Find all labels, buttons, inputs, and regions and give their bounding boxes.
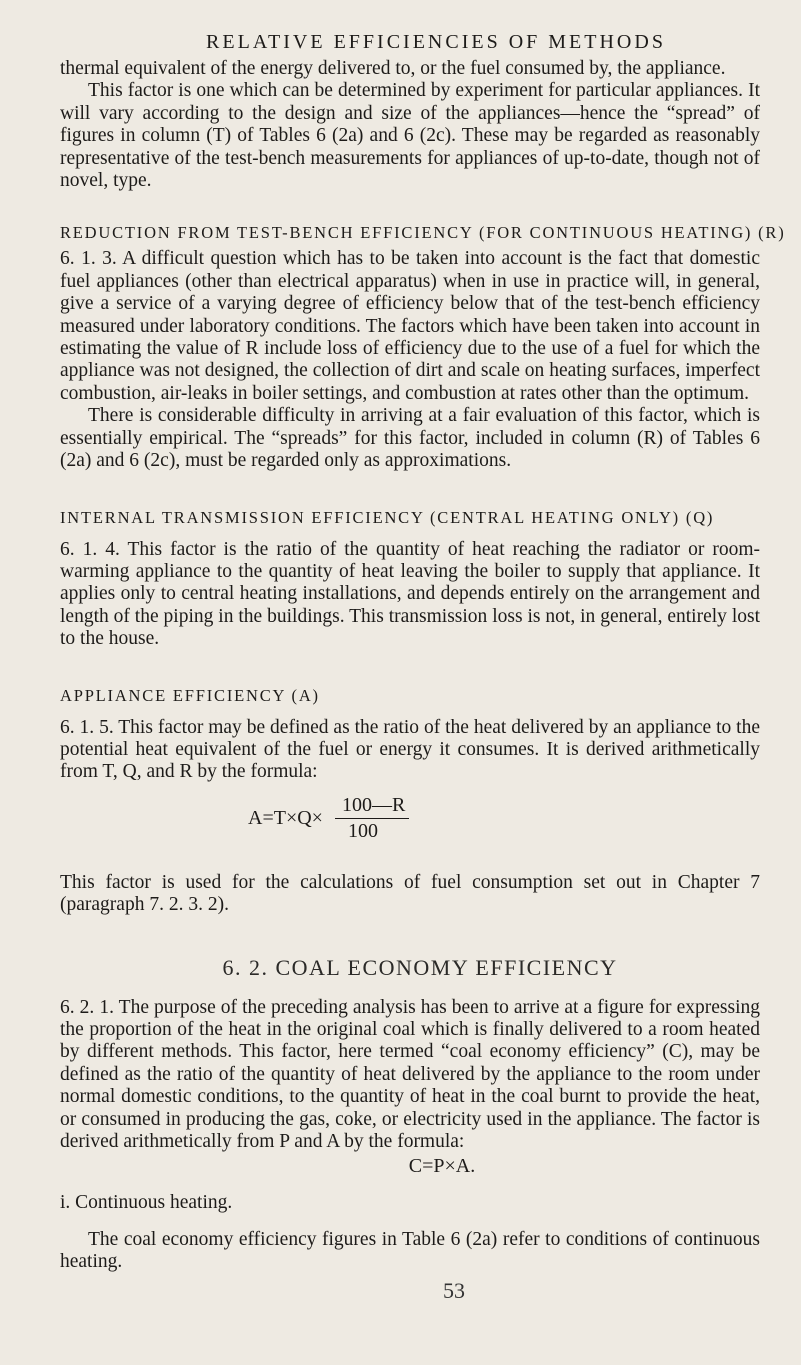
formula-a (60, 794, 760, 842)
formula-a-lhs: A=T×Q× (248, 806, 323, 829)
intro-paragraph-2: This factor is one which can be determined by experiment for particular appliances. It will vary according to the design and size of the appliances—hence the “spread” of figures in column (T) of Tables 6 (2a) and 6 (2c). These may be regarded as reasonably representative of the test-bench measurements for appliances of up-to-date, though not of novel, type. (60, 80, 760, 192)
fraction-bar (335, 818, 409, 819)
list-item-continuous-heating: i. Continuous heating. (60, 1192, 233, 1214)
document-page (60, 30, 786, 1304)
section-heading-r: REDUCTION FROM TEST-BENCH EFFICIENCY (FOR CONTINUOUS HEATING) (R) (60, 223, 786, 243)
section-heading-q: INTERNAL TRANSMISSION EFFICIENCY (CENTRAL HEATING ONLY) (Q) (60, 507, 715, 527)
section-c-paragraph-1: 6. 2. 1. The purpose of the preceding analysis has been to arrive at a figure for expressing the proportion of the heat in the original coal which is finally delivered to a room heated by different methods. This factor, here termed “coal economy efficiency” (C), may be defined as the ratio of the quantity of heat delivered by the appliance to the room under normal domestic conditions, to the quantity of heat in the coal burnt to provide the heat, or consumed in producing the gas, coke, or electricity used in the appliance. The factor is derived arithmetically from P and A by the formula: (60, 996, 760, 1152)
section-c-paragraph-2: The coal economy efficiency figures in Table 6 (2a) refer to conditions of continuous heating. (60, 1228, 760, 1273)
formula-a-denominator: 100 (348, 819, 378, 842)
section-q-paragraph-1: 6. 1. 4. This factor is the ratio of the quantity of heat reaching the radiator or room-warming appliance to the quantity of heat leaving the boiler to supply that appliance. It applies only to central heating installations, and depends entirely on the arrangement and length of the piping in the buildings. This transmission loss is not, in general, entirely lost to the house. (60, 538, 760, 650)
section-title-coal-economy: 6. 2. COAL ECONOMY EFFICIENCY (222, 954, 618, 980)
formula-a-numerator: 100—R (342, 793, 406, 816)
page-number: 53 (443, 1277, 465, 1303)
section-r-paragraph-2: There is considerable difficulty in arriving at a fair evaluation of this factor, which is essentially empirical. The “spreads” for this factor, included in column (R) of Tables 6 (2a) and 6 (2c), must be regarded only as approximations. (60, 405, 760, 472)
section-r-paragraph-1: 6. 1. 3. A difficult question which has to be taken into account is the fact that domestic fuel appliances (other than electrical apparatus) when in use in practice will, in general, give a service of a varying degree of efficiency below that of the test-bench efficiency measured under laboratory conditions. The factors which have been taken into account in estimating the value of R include loss of efficiency due to the use of a fuel for which the appliance was not designed, the collection of dirt and scale on heating surfaces, imperfect combustion, air-leaks in boiler settings, and combustion at rates other than the optimum. (60, 248, 760, 404)
intro-paragraph-1: thermal equivalent of the energy delivered to, or the fuel consumed by, the appliance. (60, 58, 726, 79)
section-a-paragraph-1: 6. 1. 5. This factor may be defined as the ratio of the heat delivered by an appliance to the potential heat equivalent of the fuel or energy it consumes. It is derived arithmetically from T, Q, and R by the formula: (60, 716, 760, 783)
section-heading-a: APPLIANCE EFFICIENCY (A) (60, 685, 320, 705)
running-head: RELATIVE EFFICIENCIES OF METHODS (206, 31, 666, 53)
section-a-paragraph-2: This factor is used for the calculations of fuel consumption set out in Chapter 7 (paragraph 7. 2. 3. 2). (60, 871, 760, 916)
formula-c: C=P×A. (408, 1155, 476, 1178)
